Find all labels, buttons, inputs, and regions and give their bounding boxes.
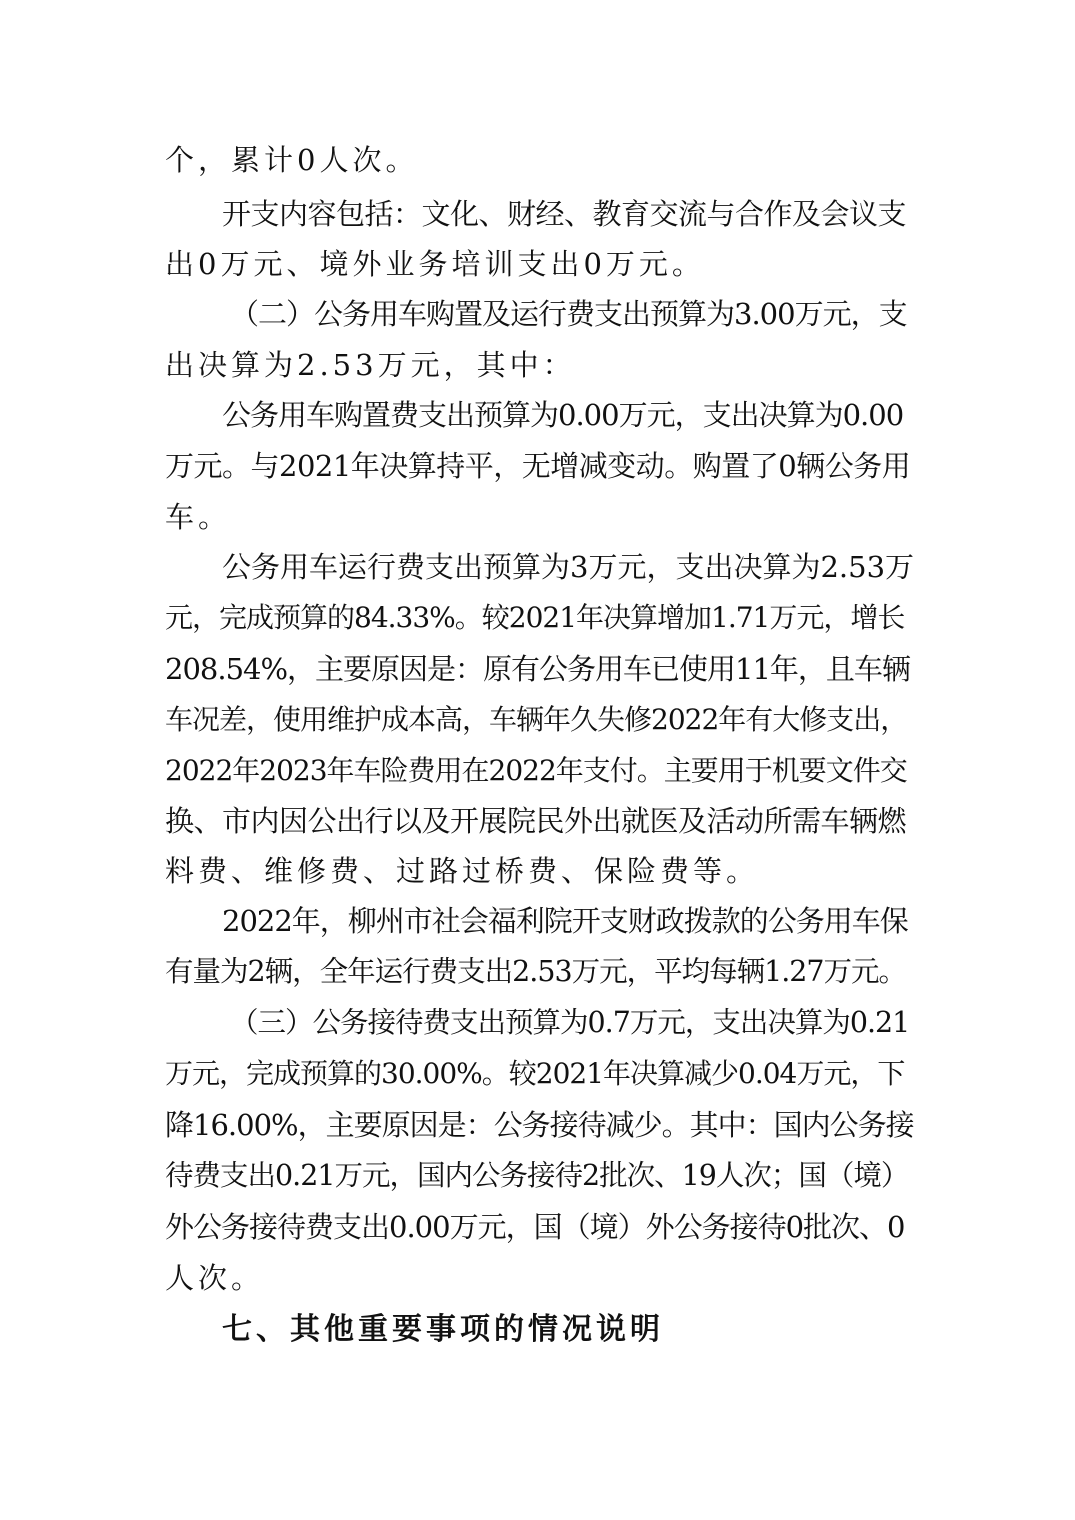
text-line: 公务用车运行费支出预算为3万元，支出决算为2.53万	[222, 550, 915, 584]
text-line: 2022年，柳州市社会福利院开支财政拨款的公务用车保	[222, 904, 908, 938]
text-line: 人次。	[165, 1261, 265, 1295]
text-line: 208.54%，主要原因是：原有公务用车已使用11年，且车辆	[165, 652, 910, 686]
text-line: 公务用车购置费支出预算为0.00万元，支出决算为0.00	[222, 398, 904, 432]
text-line: 待费支出0.21万元，国内公务接待2批次、19人次；国（境）	[165, 1159, 909, 1192]
text-line: 外公务接待费支出0.00万元，国（境）外公务接待0批次、0	[165, 1210, 905, 1244]
text-line: 个，累计0人次。	[165, 143, 419, 177]
text-line: 出决算为2.53万元，其中：	[165, 348, 576, 382]
text-line: 万元。与2021年决算持平，无增减变动。购置了0辆公务用	[165, 449, 911, 483]
text-line: 2022年2023年车险费用在2022年支付。主要用于机要文件交	[165, 754, 907, 787]
text-line: 车。	[165, 500, 232, 534]
text-line: 料费、维修费、过路过桥费、保险费等。	[165, 854, 760, 888]
text-line: 元，完成预算的84.33%。较2021年决算增加1.71万元，增长	[165, 601, 905, 634]
text-line: 万元，完成预算的30.00%。较2021年决算减少0.04万元，下	[165, 1057, 905, 1090]
text-line: 换、市内因公出行以及开展院民外出就医及活动所需车辆燃	[165, 804, 907, 838]
text-line: 出0万元、境外业务培训支出0万元。	[165, 247, 705, 281]
text-line: 车况差，使用维护成本高，车辆年久失修2022年有大修支出，	[165, 703, 908, 736]
text-line: 有量为2辆，全年运行费支出2.53万元，平均每辆1.27万元。	[165, 955, 907, 988]
section-heading: 七、其他重要事项的情况说明	[222, 1312, 664, 1347]
text-line: （三）公务接待费支出预算为0.7万元，支出决算为0.21	[230, 1006, 910, 1039]
text-line: （二）公务用车购置及运行费支出预算为3.00万元，支	[230, 297, 907, 331]
text-line: 降16.00%，主要原因是：公务接待减少。其中：国内公务接	[165, 1108, 914, 1142]
text-line: 开支内容包括：文化、财经、教育交流与合作及会议支	[222, 197, 907, 231]
